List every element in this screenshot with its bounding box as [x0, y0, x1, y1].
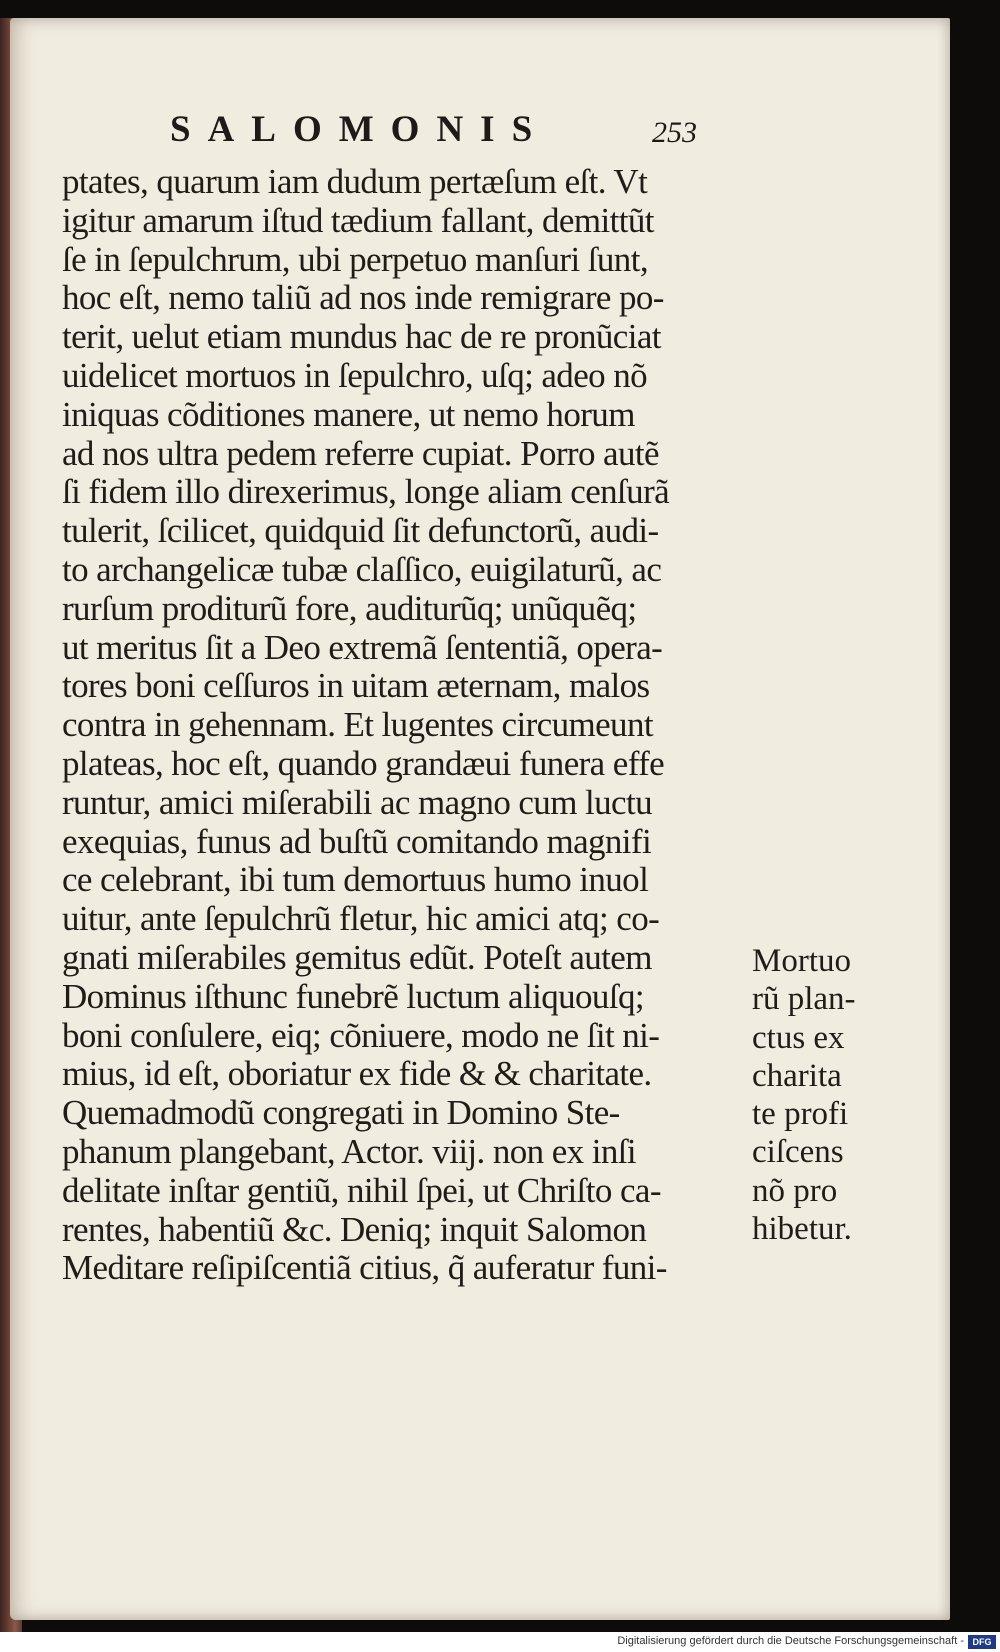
text-line: plateas, hoc eſt, quando grandæui funera effe: [62, 743, 665, 783]
text-line: uitur, ante ſepulchrũ fletur, hic amici atq; co-: [62, 899, 660, 939]
text-line: to archangelicæ tubæ claſſico, euigilaturũ, ac: [62, 549, 662, 589]
margin-note-line: ciſcens: [752, 1134, 844, 1171]
text-line: ce celebrant, ibi tum demortuus humo inuol: [62, 860, 649, 900]
text-line: ut meritus ſit a Deo extremã ſententiã, opera-: [62, 627, 663, 667]
text-line: mius, id eſt, oboriatur ex fide & & charitate.: [62, 1054, 652, 1094]
margin-note-line: ctus ex: [752, 1019, 845, 1056]
text-line: boni conſulere, eiq; cõniuere, modo ne ſit ni-: [62, 1015, 660, 1055]
page-number: 253: [652, 116, 697, 149]
text-line: uidelicet mortuos in ſepulchro, uſq; adeo nõ: [62, 355, 647, 395]
text-line: Meditare reſipiſcentiã citius, q̃ auferatur funi-: [62, 1248, 667, 1288]
text-line: contra in gehennam. Et lugentes circumeunt: [62, 705, 653, 745]
text-line: Quemadmodũ congregati in Domino Ste-: [62, 1093, 620, 1133]
footer-bar: [0, 1632, 1000, 1652]
text-line: iniquas cõditiones manere, ut nemo horum: [62, 394, 635, 434]
margin-note-line: te profi: [752, 1096, 849, 1133]
margin-note-line: rũ plan-: [752, 981, 856, 1018]
margin-note-line: charita: [752, 1057, 842, 1094]
body-text: [62, 163, 762, 1288]
text-line: tulerit, ſcilicet, quidquid ſit defunctorũ, audi-: [62, 511, 659, 551]
text-line: tores boni ceſſuros in uitam æternam, malos: [62, 666, 650, 706]
text-line: ſe in ſepulchrum, ubi perpetuo manſuri ſunt,: [62, 239, 648, 279]
margin-note-line: hibetur.: [752, 1211, 852, 1248]
text-line: gnati miſerabiles gemitus edũt. Poteſt autem: [62, 937, 652, 977]
text-line: runtur, amici miſerabili ac magno cum luctu: [62, 782, 652, 822]
text-line: ad nos ultra pedem referre cupiat. Porro autẽ: [62, 433, 659, 473]
text-line: hoc eſt, nemo taliũ ad nos inde remigrare po-: [62, 278, 664, 318]
margin-note: [752, 942, 892, 1248]
margin-note-line: nõ pro: [752, 1172, 838, 1209]
text-line: delitate inſtar gentiũ, nihil ſpei, ut Chriſto ca-: [62, 1170, 661, 1210]
text-line: rentes, habentiũ &c. Deniq; inquit Salomon: [62, 1209, 647, 1249]
text-line: rurſum proditurũ fore, auditurũq; unũquẽq;: [62, 588, 637, 628]
text-line: igitur amarum iſtud tædium fallant, demittũt: [62, 200, 654, 240]
dfg-logo: DFG: [968, 1635, 996, 1649]
text-line: Dominus iſthunc funebrẽ luctum aliquouſq;: [62, 976, 644, 1016]
text-line: phanum plangebant, Actor. viij. non ex inſi: [62, 1131, 636, 1171]
margin-note-line: Mortuo: [752, 943, 851, 979]
text-line: ſi fidem illo direxerimus, longe aliam cenſurã: [62, 472, 670, 512]
text-line: ptates, quarum iam dudum pertæſum eſt. Vt: [62, 162, 648, 201]
text-line: exequias, funus ad buſtũ comitando magnifi: [62, 821, 652, 861]
funding-credit: Digitalisierung gefördert durch die Deutsche Forschungsgemeinschaft -: [617, 1635, 964, 1647]
text-line: terit, uelut etiam mundus hac de re pronũciat: [62, 317, 661, 357]
running-title: SALOMONIS: [170, 109, 550, 150]
